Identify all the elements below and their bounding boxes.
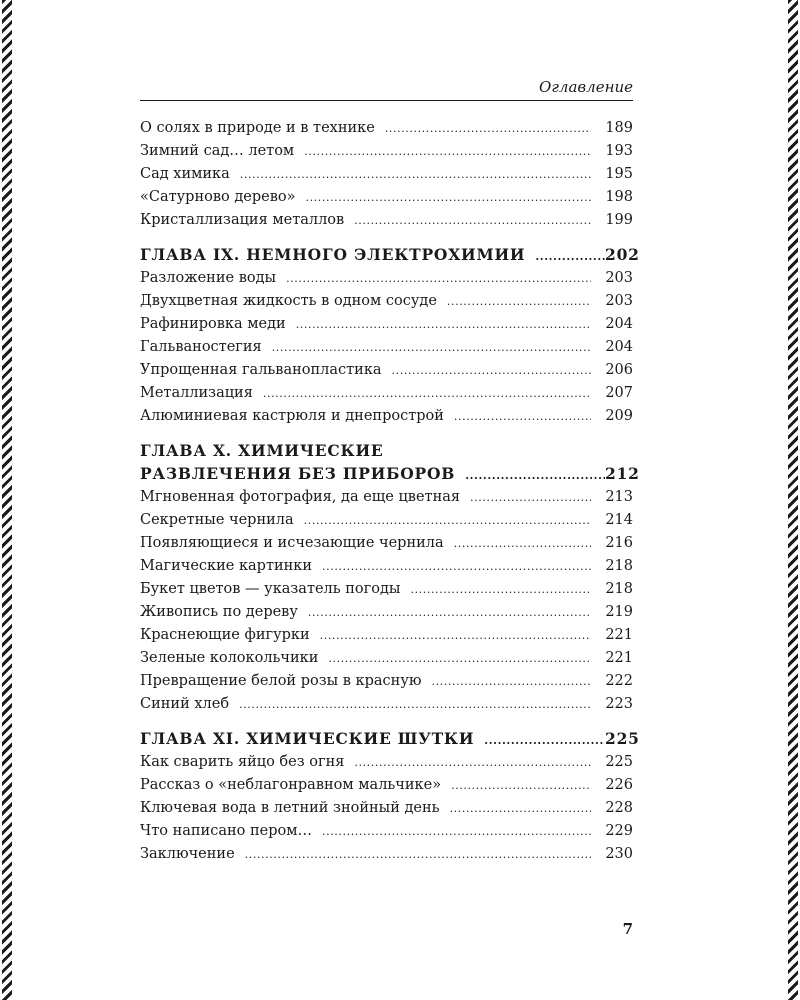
dot-leader: [431, 675, 591, 688]
toc-entry-title: Рафинировка меди: [140, 316, 286, 332]
dot-leader: [304, 514, 591, 527]
toc-entry: [140, 339, 633, 362]
dot-leader: [305, 191, 591, 204]
chapter-heading-row: [140, 729, 640, 752]
toc-entry: [140, 604, 633, 627]
toc-entry-page: 218: [605, 581, 633, 597]
toc-entry-title: Магические картинки: [140, 558, 313, 574]
dot-leader: [322, 825, 591, 838]
toc-entry: [140, 362, 633, 385]
toc-entry: [140, 385, 633, 408]
toc-entry-page: 219: [605, 604, 633, 620]
dot-leader: [470, 491, 591, 504]
toc-entry-title: «Сатурново дерево»: [140, 189, 296, 205]
right-page-edge-decoration: [788, 0, 798, 1000]
header-rule: [140, 100, 633, 101]
toc-entry: [140, 489, 633, 512]
dot-leader: [328, 652, 591, 665]
toc-entry-title: Разложение воды: [140, 270, 277, 286]
toc-entry: [140, 408, 633, 431]
dot-leader: [447, 295, 591, 308]
toc-entry-title: Двухцветная жидкость в одном сосуде: [140, 293, 437, 309]
toc-entry: [140, 535, 633, 558]
page-number: 7: [622, 920, 633, 938]
table-of-contents: [140, 120, 640, 869]
toc-entry-title: Металлизация: [140, 385, 253, 401]
toc-entry-page: 226: [605, 777, 633, 793]
toc-entry: [140, 627, 633, 650]
dot-leader: [454, 537, 591, 550]
toc-entry-page: 189: [605, 120, 633, 136]
toc-entry: [140, 754, 633, 777]
dot-leader: [354, 214, 591, 227]
dot-leader: [451, 779, 591, 792]
toc-entry-page: 221: [605, 627, 633, 643]
toc-entry-page: 198: [605, 189, 633, 205]
dot-leader: [304, 145, 591, 158]
toc-entry-page: 193: [605, 143, 633, 159]
chapter-page-number: 225: [605, 729, 640, 748]
toc-entry-title: Алюминиевая кастрюля и днепрострой: [140, 408, 444, 424]
dot-leader: [263, 387, 591, 400]
toc-entry: [140, 270, 633, 293]
toc-entry-title: Что написано пером…: [140, 823, 313, 839]
toc-entry-title: Сад химика: [140, 166, 230, 182]
dot-leader: [322, 560, 591, 573]
toc-entry-title: Гальваностегия: [140, 339, 262, 355]
toc-section: [140, 729, 640, 869]
running-header: Оглавление: [539, 78, 633, 96]
dot-leader: [535, 250, 605, 263]
toc-entry-page: 203: [605, 293, 633, 309]
toc-entry-page: 209: [605, 408, 633, 424]
chapter-heading: [140, 729, 640, 752]
dot-leader: [484, 734, 605, 747]
chapter-heading: [140, 245, 640, 268]
toc-entry-page: 228: [605, 800, 633, 816]
dot-leader: [245, 848, 591, 861]
toc-section: [140, 441, 640, 719]
toc-entry-page: 214: [605, 512, 633, 528]
dot-leader: [385, 122, 591, 135]
toc-entry: [140, 673, 633, 696]
chapter-title: РАЗВЛЕЧЕНИЯ БЕЗ ПРИБОРОВ: [140, 464, 456, 483]
toc-entry-title: Превращение белой розы в красную: [140, 673, 422, 689]
dot-leader: [272, 341, 591, 354]
toc-entry-title: Зимний сад… летом: [140, 143, 295, 159]
toc-entry: [140, 777, 633, 800]
toc-entry-page: 199: [605, 212, 633, 228]
toc-entry-title: Как сварить яйцо без огня: [140, 754, 345, 770]
dot-leader: [320, 629, 591, 642]
dot-leader: [465, 469, 605, 482]
chapter-heading-row: [140, 464, 640, 487]
dot-leader: [410, 583, 591, 596]
toc-entry-page: 203: [605, 270, 633, 286]
dot-leader: [240, 168, 591, 181]
dot-leader: [450, 802, 591, 815]
chapter-heading-line1: ГЛАВА X. ХИМИЧЕСКИЕ: [140, 441, 384, 460]
toc-entry-page: 223: [605, 696, 633, 712]
toc-section: [140, 120, 633, 235]
toc-entry-page: 206: [605, 362, 633, 378]
dot-leader: [392, 364, 591, 377]
chapter-heading: [140, 441, 640, 487]
toc-entry-title: Синий хлеб: [140, 696, 230, 712]
toc-entry-title: Упрощенная гальванопластика: [140, 362, 382, 378]
toc-entry-title: Живопись по дереву: [140, 604, 298, 620]
toc-entry: [140, 581, 633, 604]
toc-entry: [140, 143, 633, 166]
toc-entry: [140, 558, 633, 581]
toc-entry-title: Появляющиеся и исчезающие чернила: [140, 535, 444, 551]
toc-entry-page: 204: [605, 339, 633, 355]
toc-entry: [140, 293, 633, 316]
toc-entry-page: 218: [605, 558, 633, 574]
toc-entry-title: Букет цветов — указатель погоды: [140, 581, 401, 597]
dot-leader: [354, 756, 591, 769]
dot-leader: [454, 410, 591, 423]
toc-entry: [140, 316, 633, 339]
chapter-page-number: 212: [605, 464, 640, 483]
toc-entry: [140, 650, 633, 673]
toc-entry: [140, 800, 633, 823]
toc-entry-title: Секретные чернила: [140, 512, 294, 528]
toc-entry-title: Заключение: [140, 846, 235, 862]
toc-entry: [140, 846, 633, 869]
toc-entry-page: 216: [605, 535, 633, 551]
chapter-title: ГЛАВА XI. ХИМИЧЕСКИЕ ШУТКИ: [140, 729, 475, 748]
toc-entry: [140, 120, 633, 143]
toc-entry-title: Ключевая вода в летний знойный день: [140, 800, 440, 816]
toc-entry-title: Зеленые колокольчики: [140, 650, 319, 666]
dot-leader: [239, 698, 591, 711]
chapter-page-number: 202: [605, 245, 640, 264]
dot-leader: [286, 272, 591, 285]
toc-entry: [140, 166, 633, 189]
chapter-heading-row: [140, 245, 640, 268]
toc-entry: [140, 189, 633, 212]
left-page-edge-decoration: [2, 0, 12, 1000]
chapter-title: ГЛАВА IX. НЕМНОГО ЭЛЕКТРОХИМИИ: [140, 245, 526, 264]
toc-entry: [140, 512, 633, 535]
toc-entry-title: О солях в природе и в технике: [140, 120, 375, 136]
toc-entry-page: 204: [605, 316, 633, 332]
toc-entry-page: 195: [605, 166, 633, 182]
toc-entry-page: 222: [605, 673, 633, 689]
toc-entry-title: Кристаллизация металлов: [140, 212, 345, 228]
toc-entry-page: 221: [605, 650, 633, 666]
toc-entry: [140, 212, 633, 235]
toc-entry-title: Краснеющие фигурки: [140, 627, 310, 643]
toc-entry: [140, 696, 633, 719]
dot-leader: [308, 606, 591, 619]
toc-section: [140, 245, 640, 431]
toc-entry-title: Мгновенная фотография, да еще цветная: [140, 489, 461, 505]
toc-entry-page: 230: [605, 846, 633, 862]
dot-leader: [296, 318, 591, 331]
toc-entry-page: 207: [605, 385, 633, 401]
toc-entry: [140, 823, 633, 846]
toc-entry-page: 225: [605, 754, 633, 770]
toc-entry-page: 229: [605, 823, 633, 839]
toc-entry-page: 213: [605, 489, 633, 505]
toc-entry-title: Рассказ о «неблагонравном мальчике»: [140, 777, 442, 793]
